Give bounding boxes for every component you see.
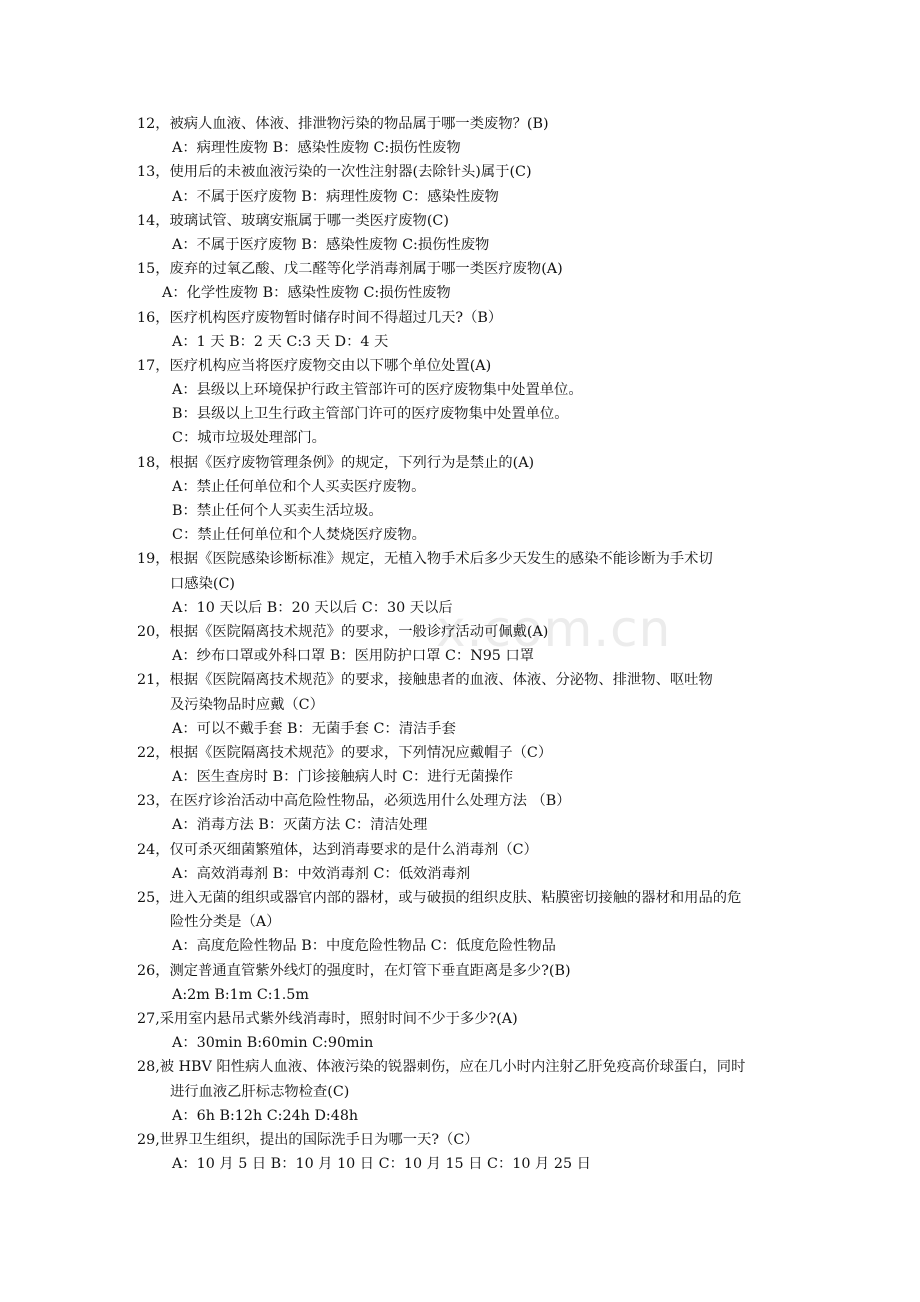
option-line: C：禁止任何单位和个人焚烧医疗废物。 [172, 527, 426, 544]
question-line: 22，根据《医院隔离技术规范》的要求，下列情况应戴帽子（C） [137, 744, 553, 761]
question-line: 15，废弃的过氧乙酸、戊二醛等化学消毒剂属于哪一类医疗废物(A) [137, 261, 563, 278]
question-continuation: 险性分类是（A） [170, 914, 281, 931]
question-line: 19，根据《医院感染诊断标准》规定，无植入物手术后多少天发生的感染不能诊断为手术切 [137, 551, 713, 568]
option-line: A：1 天 B：2 天 C:3 天 D：4 天 [172, 333, 389, 350]
question-line: 23，在医疗诊治活动中高危险性物品，必须选用什么处理方法 （B） [137, 793, 571, 810]
option-line: A：10 天以后 B：20 天以后 C：30 天以后 [172, 599, 453, 616]
option-line: A：10 月 5 日 B：10 月 10 日 C：10 月 15 日 C：10 月 25 日 [172, 1156, 591, 1173]
watermark: x.com.cn [436, 600, 672, 658]
option-line: B：县级以上卫生行政主管部门许可的医疗废物集中处置单位。 [172, 406, 569, 423]
question-line: 24，仅可杀灭细菌繁殖体，达到消毒要求的是什么消毒剂（C） [137, 841, 538, 858]
option-line: A:2m B:1m C:1.5m [172, 986, 309, 1003]
question-continuation: 进行血液乙肝标志物检查(C) [170, 1083, 350, 1100]
question-line: 26，测定普通直管紫外线灯的强度时，在灯管下垂直距离是多少?(B) [137, 962, 571, 979]
option-line: B：禁止任何个人买卖生活垃圾。 [172, 503, 383, 519]
question-line: 12，被病人血液、体液、排泄物污染的物品属于哪一类废物？(B) [137, 116, 549, 132]
option-line: A：禁止任何单位和个人买卖医疗废物。 [172, 478, 426, 495]
option-line: A：高度危险性物品 B：中度危险性物品 C：低度危险性物品 [172, 938, 556, 955]
question-line: 14，玻璃试管、玻璃安瓶属于哪一类医疗废物(C) [137, 212, 449, 229]
question-line: 28,被 HBV 阳性病人血液、体液污染的锐器刺伤，应在几小时内注射乙肝免疫高价球蛋白，同时 [137, 1059, 746, 1076]
question-line: 13，使用后的未被血液污染的一次性注射器(去除针头)属于(C) [137, 164, 532, 181]
option-line: A：高效消毒剂 B：中效消毒剂 C：低效消毒剂 [172, 865, 471, 882]
question-list [0, 112, 920, 1176]
question-line: 20，根据《医院隔离技术规范》的要求，一般诊疗活动可佩戴(A) [137, 623, 549, 640]
option-line: A：消毒方法 B：灭菌方法 C：清洁处理 [172, 817, 428, 834]
option-line: A：化学性废物 B：感染性废物 C:损伤性废物 [162, 285, 451, 302]
option-line: A：可以不戴手套 B：无菌手套 C：清洁手套 [172, 720, 456, 737]
option-line: A：30min B:60min C:90min [172, 1035, 374, 1052]
option-line: A：医生查房时 B：门诊接触病人时 C：进行无菌操作 [172, 769, 514, 786]
question-line: 27,采用室内悬吊式紫外线消毒时，照射时间不少于多少?(A) [137, 1010, 518, 1027]
option-line: A：6h B:12h C:24h D:48h [172, 1107, 359, 1124]
option-line: A：纱布口罩或外科口罩 B：医用防护口罩 C：N95 口罩 [172, 648, 535, 665]
question-continuation: 及污染物品时应戴（C） [170, 696, 324, 713]
option-line: A：不属于医疗废物 B：病理性废物 C：感染性废物 [172, 188, 499, 205]
question-continuation: 口感染(C) [170, 575, 235, 592]
question-line: 18，根据《医疗废物管理条例》的规定，下列行为是禁止的(A) [137, 454, 535, 471]
option-line: A：病理性废物 B：感染性废物 C:损伤性废物 [172, 140, 461, 157]
option-line: A：不属于医疗废物 B：感染性废物 C:损伤性废物 [172, 236, 490, 253]
question-line: 25，进入无菌的组织或器官内部的器材，或与破损的组织皮肤、粘膜密切接触的器材和用品的危 [137, 890, 742, 906]
option-line: C：城市垃圾处理部门。 [172, 430, 326, 447]
option-line: A：县级以上环境保护行政主管部许可的医疗废物集中处置单位。 [172, 382, 583, 399]
question-line: 17，医疗机构应当将医疗废物交由以下哪个单位处置(A) [137, 357, 492, 374]
question-line: 16，医疗机构医疗废物暂时储存时间不得超过几天?（B） [137, 309, 503, 326]
question-line: 21，根据《医院隔离技术规范》的要求，接触患者的血液、体液、分泌物、排泄物、呕吐物 [137, 672, 713, 689]
question-line: 29,世界卫生组织，提出的国际洗手日为哪一天?（C） [137, 1131, 479, 1148]
